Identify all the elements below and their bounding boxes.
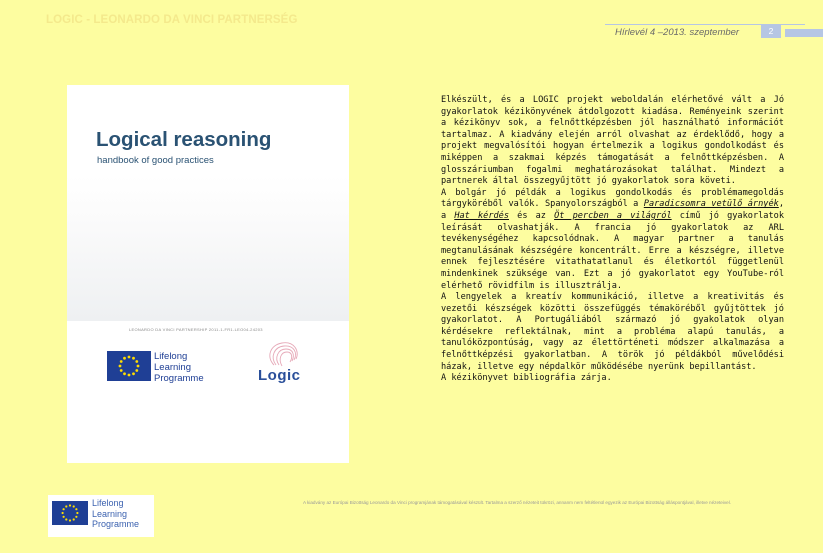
logic-logo <box>256 339 326 389</box>
cover-subtitle: handbook of good practices <box>97 155 214 166</box>
text-run: , a <box>441 199 784 221</box>
llp-line-2: Learning <box>92 508 128 519</box>
handbook-cover-image <box>67 85 349 463</box>
newsletter-issue-label: Hírlevél 4 –2013. szeptember <box>615 27 740 38</box>
eu-flag-icon <box>52 501 88 525</box>
page-number: 2 <box>761 24 781 38</box>
lifelong-learning-logo <box>107 351 217 385</box>
text-run: és az <box>509 210 555 221</box>
header-accent-bar <box>785 29 823 37</box>
good-practice-title: Paradicsomra vetülő árnyék <box>643 199 779 210</box>
footer-llp-text <box>92 498 139 530</box>
article-paragraph <box>441 188 784 292</box>
newsletter-issue-bar <box>605 22 823 52</box>
newsletter-header-title: LOGIC - LEONARDO DA VINCI PARTNERSÉG <box>46 14 298 26</box>
llp-text <box>154 351 204 384</box>
footer-disclaimer: A kiadvány az Európai Bizottság Leonardo da Vinci programjának támogatásával készült. Tartalma a szerző nézeteit tükrözi, annanm nem feltétlenül egyezik az Európai Bizottság álláspontjával, illetve nézeteivel. <box>302 500 732 505</box>
good-practice-title: Hat kérdés <box>454 210 510 221</box>
text-run: A bolgár jó példák a logikus gondolkodás és problémamegoldás tárgyköréből valók. Spanyolországból a <box>441 187 784 210</box>
eu-flag-icon <box>107 351 151 381</box>
llp-line-3: Programme <box>92 519 140 529</box>
llp-line-1: Lifelong <box>154 351 188 362</box>
good-practice-title: Öt percben a világról <box>554 210 672 221</box>
llp-line-3: Programme <box>154 373 204 384</box>
llp-line-1: Lifelong <box>92 498 124 508</box>
cover-gradient-band <box>67 175 349 321</box>
article-paragraph: Elkészült, és a LOGIC projekt weboldalán elérhetővé vált a Jó gyakorlatok kézikönyvének átdolgozott kiadása. Reményeink szerint a kézikönyv sok, a felnőttképzésben jól használható információt tartalmaz. A kiadvány elején arról olvashat az érdeklődő, hogy a projekt megvalósítói hogyan értelmezik a logikus gondolkodást és miképpen a szakmai képzés támogatását a felnőttképzésben. A glosszáriumban fogalmi meghatározásokat találhat. Mindezt a partnerek által összegyűjtött jó gyakorlatok sora követi. <box>441 95 784 187</box>
text-run: című jó gyakorlatok leírását olvashatják. A francia jó gyakorlatok az ARL tevékenységéhez kapcsolódnak. A magyar partner a tanulás megtanulásának készségére koncentrált. Erre a készségre, illetve ennek fejlesztésére vitathatatlanul és életkortól függetlenül mindenkinek szüksége van. Ezt a jó gyakorlatot egy YouTube-ról elérhető rövidfilm is illusztrálja. <box>441 210 784 291</box>
article-paragraph: A lengyelek a kreatív kommunikáció, illetve a kreativitás és vezetői készségek közötti összefüggés témaköréből gyűjtöttek jó gyakorlatot. A Portugáliából származó jó gyakolatok olyan kérdésekre reflektálnak, mint a probléma alapú tanulás, a tanulóközpontúság, vagy az élettörténeti módszer alkalmazása a felnőttképzési gyakorlatban. A török jó példákból művelődési házak, illetve egy népdalkör működésébe nyerünk bepillantást. <box>441 292 784 372</box>
cover-title: Logical reasoning <box>96 128 272 151</box>
article-body <box>441 95 784 385</box>
logic-logo-text: Logic <box>258 367 301 384</box>
llp-line-2: Learning <box>154 362 191 373</box>
article-paragraph: A kézikönyvet bibliográfia zárja. <box>441 373 612 384</box>
footer-llp-logo <box>48 495 154 537</box>
cover-partnership-line: LEONARDO DA VINCI PARTNERSHIP 2011-1-FR1-LEO04-24203 <box>129 327 263 332</box>
